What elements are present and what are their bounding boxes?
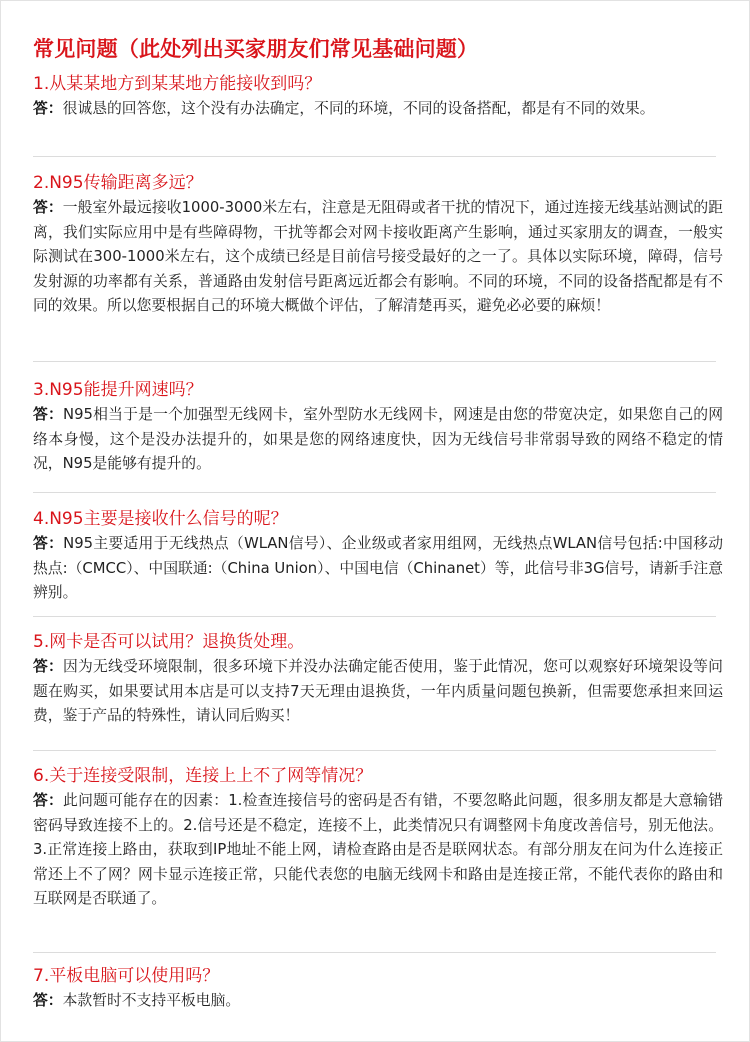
answer-text: N95主要适用于无线热点（WLAN信号）、企业级或者家用组网，无线热点WLAN信号包括:中国移动热点:（CMCC）、中国联通:（China Union）、中国电信（Chinanet）等，此信号非3G信号，请新手注意辨别。 [33,535,723,602]
faq-item-5 [33,629,723,729]
faq-answer [33,196,723,319]
answer-label: 答： [33,658,64,675]
faq-item-7 [33,963,723,1014]
answer-label: 答： [33,535,64,552]
faq-item-1 [33,71,723,122]
answer-label: 答： [33,100,63,117]
faq-answer [33,989,723,1014]
answer-label: 答： [33,792,64,809]
answer-text: 因为无线受环境限制，很多环境下并没办法确定能否使用，鉴于此情况，您可以观察好环境架设等问题在购买，如果要试用本店是可以支持7天无理由退换货，一年内质量问题包换新，但需要您承担来回运费，鉴于产品的特殊性，请认同后购买！ [33,658,723,725]
answer-text: 一般室外最远接收1000-3000米左右，注意是无阻碍或者干扰的情况下，通过连接无线基站测试的距离，我们实际应用中是有些障碍物，干扰等都会对网卡接收距离产生影响，通过买家朋友的调查，一般实际测试在300-1000米左右，这个成绩已经是目前信号接受最好的之一了。具体以实际环境，障碍，信号发射源的功率都有关系，普通路由发射信号距离远近都会有影响。不同的环境，不同的设备搭配都是有不同的效果。所以您要根据自己的环境大概做个评估，了解清楚再买，避免必必要的麻烦！ [33,199,723,315]
page-title: 常见问题（此处列出买家朋友们常见基础问题） [33,37,479,61]
answer-text: N95相当于是一个加强型无线网卡，室外型防水无线网卡，网速是由您的带宽决定，如果您自己的网络本身慢，这个是没办法提升的，如果是您的网络速度快，因为无线信号非常弱导致的网络不稳定的情况，N95是能够有提升的。 [33,406,723,473]
faq-question: 4.N95主要是接收什么信号的呢？ [33,509,288,529]
answer-text: 此问题可能存在的因素：1.检查连接信号的密码是否有错，不要忽略此问题，很多朋友都是大意输错密码导致连接不上的。2.信号还是不稳定，连接不上，此类情况只有调整网卡角度改善信号，别无他法。3.正常连接上路由，获取到IP地址不能上网，请检查路由是否是联网状态。有部分朋友在问为什么连接正常还上不了网？网卡显示连接正常，只能代表您的电脑无线网卡和路由是连接正常，不能代表你的路由和互联网是否联通了。 [33,792,723,908]
divider [33,616,716,617]
faq-question: 1.从某某地方到某某地方能接收到吗？ [33,74,322,94]
faq-answer [33,655,723,729]
faq-item-2 [33,170,723,319]
divider [33,492,716,493]
divider [33,361,716,362]
faq-answer [33,403,723,477]
divider [33,750,716,751]
faq-question: 2.N95传输距离多远？ [33,173,203,193]
faq-question: 5.网卡是否可以试用？退换货处理。 [33,632,305,652]
faq-answer [33,789,723,912]
answer-text: 很诚恳的回答您，这个没有办法确定，不同的环境，不同的设备搭配，都是有不同的效果。 [62,100,655,117]
faq-answer [33,532,723,606]
faq-question: 3.N95能提升网速吗？ [33,380,203,400]
answer-text: 本款暂时不支持平板电脑。 [62,992,241,1009]
faq-item-3 [33,377,723,477]
answer-label: 答： [33,406,64,423]
divider [33,952,716,953]
answer-label: 答： [33,992,63,1009]
faq-question: 6.关于连接受限制，连接上上不了网等情况？ [33,766,373,786]
faq-item-4 [33,506,723,606]
divider [33,156,716,157]
faq-item-6 [33,763,723,912]
faq-answer [33,97,723,122]
answer-label: 答： [33,199,63,216]
faq-question: 7.平板电脑可以使用吗？ [33,966,220,986]
